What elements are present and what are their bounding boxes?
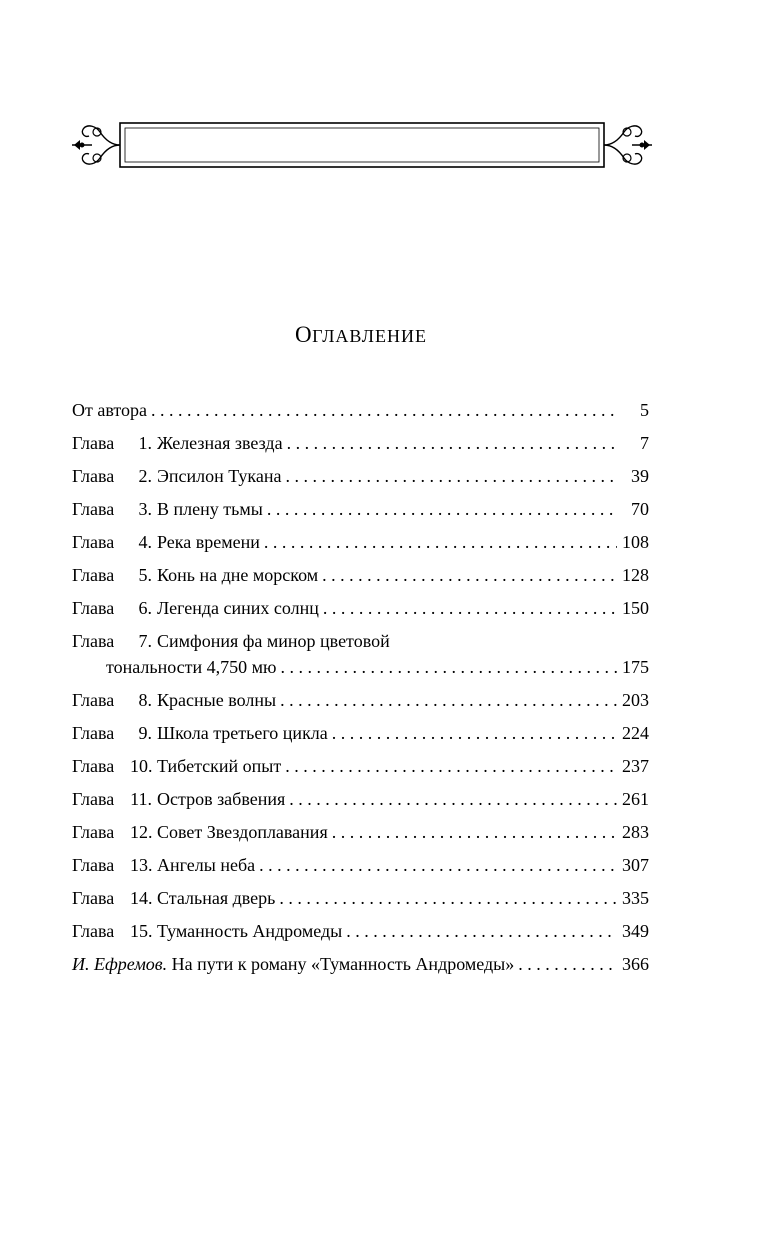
leader-dots (279, 885, 617, 911)
toc-page-number: 349 (622, 921, 649, 941)
toc-label (72, 885, 275, 911)
chapter-title: Стальная дверь (157, 888, 276, 908)
toc-label (72, 687, 276, 713)
toc-label (72, 529, 260, 555)
leader-dots (285, 463, 617, 489)
chapter-word: Глава (72, 723, 115, 743)
toc-page-number: 366 (622, 954, 649, 974)
toc-label: От автора (72, 400, 148, 420)
toc-entry-afterword[interactable] (72, 951, 649, 984)
toc-page-number: 70 (631, 499, 649, 519)
leader-dots (346, 918, 617, 944)
leader-dots (259, 852, 617, 878)
toc-entry-chapter-continued[interactable] (72, 654, 649, 687)
toc-label (72, 463, 281, 489)
toc-label (72, 786, 285, 812)
chapter-title: Ангелы неба (157, 855, 256, 875)
chapter-number: 15. (130, 921, 153, 941)
toc-entry-chapter[interactable] (72, 595, 649, 628)
chapter-word: Глава (72, 631, 115, 651)
toc-entry-chapter[interactable] (72, 852, 649, 885)
leader-dots (287, 430, 617, 456)
chapter-title: Конь на дне морском (157, 565, 319, 585)
chapter-title: Река времени (157, 532, 260, 552)
chapter-number: 9. (138, 723, 152, 743)
toc-page-number: 283 (622, 822, 649, 842)
chapter-title: Остров забвения (157, 789, 286, 809)
leader-dots (332, 720, 617, 746)
toc-label (72, 918, 342, 944)
toc-page-number: 7 (640, 433, 649, 453)
chapter-title: Туманность Андромеды (157, 921, 343, 941)
toc-entry-chapter[interactable] (72, 529, 649, 562)
chapter-word: Глава (72, 532, 115, 552)
chapter-title-continued: тональности 4,750 мю (106, 657, 277, 677)
chapter-number: 14. (130, 888, 153, 908)
chapter-title: Красные волны (157, 690, 277, 710)
chapter-word: Глава (72, 598, 115, 618)
leader-dots (322, 562, 617, 588)
chapter-title: Симфония фа минор цветовой (157, 631, 390, 651)
title-initial: О (295, 322, 313, 347)
toc-entry-chapter[interactable] (72, 819, 649, 852)
chapter-title: Эпсилон Тукана (157, 466, 282, 486)
toc-page-number: 150 (622, 598, 649, 618)
toc-page-number: 237 (622, 756, 649, 776)
leader-dots (280, 687, 617, 713)
toc-entry-chapter[interactable] (72, 628, 649, 654)
table-of-contents (72, 397, 649, 984)
ornamental-frame (70, 118, 654, 172)
chapter-number: 10. (130, 756, 153, 776)
chapter-word: Глава (72, 565, 115, 585)
chapter-title: Железная звезда (157, 433, 283, 453)
toc-entry-intro[interactable] (72, 397, 649, 430)
chapter-number: 13. (130, 855, 153, 875)
toc-entry-chapter[interactable] (72, 463, 649, 496)
toc-page-number: 307 (622, 855, 649, 875)
leader-dots (323, 595, 617, 621)
toc-label (72, 496, 263, 522)
toc-label (72, 562, 318, 588)
chapter-title: Легенда синих солнц (157, 598, 319, 618)
chapter-title: Совет Звездоплавания (157, 822, 328, 842)
chapter-word: Глава (72, 789, 115, 809)
toc-entry-chapter[interactable] (72, 918, 649, 951)
toc-entry-chapter[interactable] (72, 687, 649, 720)
chapter-title: В плену тьмы (157, 499, 263, 519)
chapter-word: Глава (72, 855, 115, 875)
toc-label (72, 430, 283, 456)
toc-entry-chapter[interactable] (72, 753, 649, 786)
toc-entry-chapter[interactable] (72, 496, 649, 529)
toc-label (72, 852, 255, 878)
chapter-number: 2. (138, 466, 152, 486)
chapter-word: Глава (72, 433, 115, 453)
chapter-number: 1. (138, 433, 152, 453)
chapter-number: 12. (130, 822, 153, 842)
chapter-word: Глава (72, 499, 115, 519)
leader-dots (289, 786, 617, 812)
toc-page-number: 128 (622, 565, 649, 585)
toc-entry-chapter[interactable] (72, 720, 649, 753)
chapter-title: Тибетский опыт (157, 756, 282, 776)
chapter-number: 8. (138, 690, 152, 710)
chapter-word: Глава (72, 756, 115, 776)
chapter-number: 3. (138, 499, 152, 519)
toc-label (72, 951, 514, 977)
chapter-word: Глава (72, 921, 115, 941)
chapter-number: 6. (138, 598, 152, 618)
chapter-word: Глава (72, 822, 115, 842)
toc-label (72, 595, 319, 621)
toc-page-number: 203 (622, 690, 649, 710)
chapter-title: Школа третьего цикла (157, 723, 328, 743)
page-title (0, 322, 722, 348)
leader-dots (285, 753, 617, 779)
toc-entry-chapter[interactable] (72, 885, 649, 918)
toc-entry-chapter[interactable] (72, 786, 649, 819)
toc-label (72, 628, 390, 654)
chapter-word: Глава (72, 690, 115, 710)
toc-page-number: 108 (622, 532, 649, 552)
chapter-word: Глава (72, 888, 115, 908)
toc-page-number: 175 (622, 657, 649, 677)
leader-dots (281, 654, 617, 680)
toc-label (72, 720, 328, 746)
leader-dots (332, 819, 617, 845)
leader-dots (264, 529, 617, 555)
chapter-number: 7. (138, 631, 152, 651)
toc-label (72, 753, 281, 779)
afterword-title: На пути к роману «Туманность Андромеды» (171, 954, 515, 974)
toc-page-number: 5 (640, 400, 649, 420)
chapter-number: 5. (138, 565, 152, 585)
toc-page-number: 224 (622, 723, 649, 743)
chapter-word: Глава (72, 466, 115, 486)
chapter-number: 11. (130, 789, 152, 809)
leader-dots (518, 951, 617, 977)
toc-page-number: 335 (622, 888, 649, 908)
toc-entry-chapter[interactable] (72, 562, 649, 595)
toc-label (72, 819, 328, 845)
toc-page-number: 39 (631, 466, 649, 486)
afterword-author: И. Ефремов. (72, 954, 168, 974)
toc-page-number: 261 (622, 789, 649, 809)
chapter-number: 4. (138, 532, 152, 552)
title-rest: ГЛАВЛЕНИЕ (312, 326, 427, 346)
toc-entry-chapter[interactable] (72, 430, 649, 463)
leader-dots (151, 397, 617, 423)
leader-dots (267, 496, 617, 522)
